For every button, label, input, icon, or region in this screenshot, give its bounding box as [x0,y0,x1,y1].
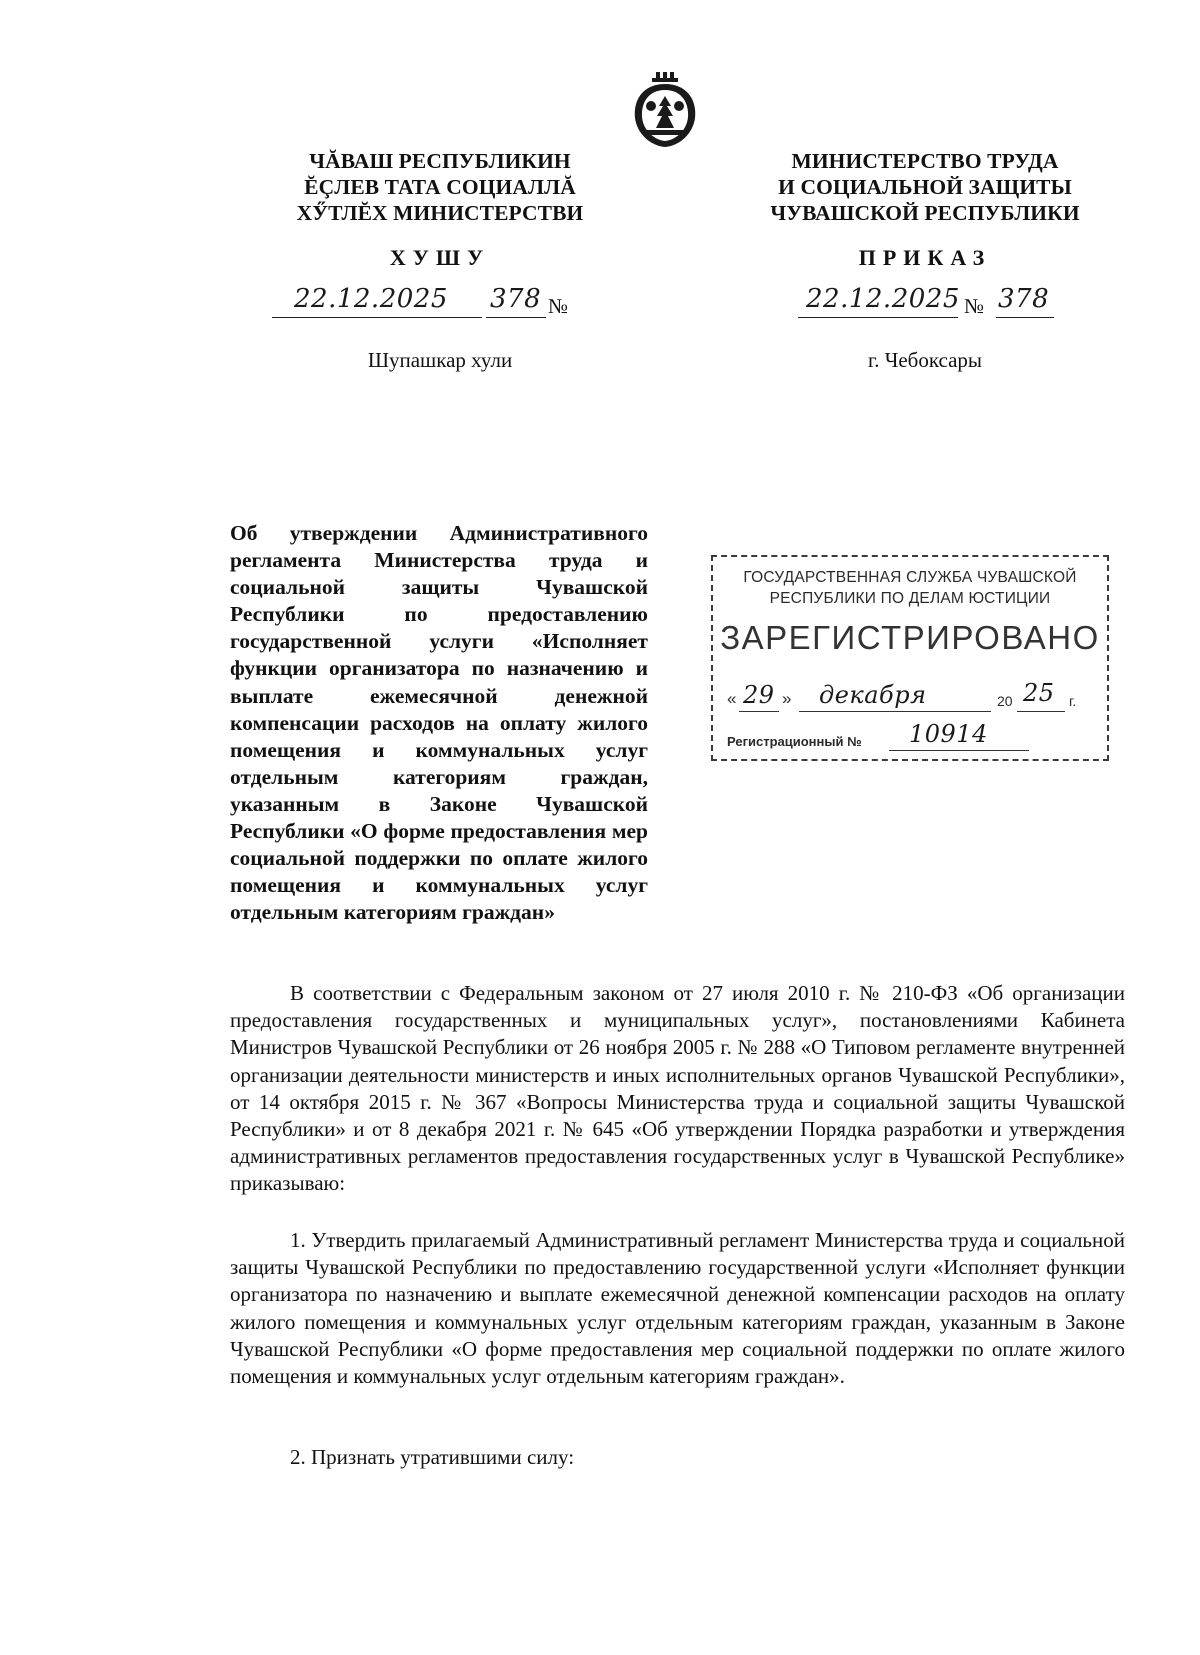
paragraph-text: 2. Признать утратившими силу: [290,1445,575,1469]
quote-close: » [782,689,792,708]
handwritten-date: 22.12.2025 [294,284,448,314]
stamp-agency-line-1: ГОСУДАРСТВЕННАЯ СЛУЖБА ЧУВАШСКОЙ [743,569,1077,586]
registration-stamp [711,555,1109,761]
date-number-left [272,284,592,324]
header-left-line: ХӲТЛĔХ МИНИСТЕРСТВИ [296,201,584,225]
number-underline [486,317,546,318]
doc-type-right: ПРИКАЗ [858,245,992,270]
month-underline [799,711,991,712]
header-left-line: ĔÇЛЕВ ТАТА СОЦИАЛЛĂ [304,175,576,199]
stamp-status: ЗАРЕГИСТРИРОВАНО [720,619,1100,656]
number-underline [996,317,1054,318]
handwritten-reg-number: 10914 [909,720,988,748]
stamp-date-row [727,679,1097,715]
year-letter: г. [1069,693,1077,709]
order-title: Об утверждении Административного регламента Министерства труда и социальной защиты Чувашской Республики по предоставлению государственной услуги «Исполняет функции организатора по назначению и выплате ежемесячной денежной компенсации расходов на оплату жилого помещения и коммунальных услуг отдельным категориям граждан, указанным в Законе Чувашской Республики «О форме предоставления мер социальной поддержки по оплате жилого помещения и коммунальных услуг отдельным категориям граждан» [230,521,648,925]
date-underline [798,317,958,318]
handwritten-number: 378 [490,284,542,314]
quote-open: « [727,689,737,708]
place-right: г. Чебоксары [867,348,983,372]
day-underline [739,711,779,712]
header-right-line: МИНИСТЕРСТВО ТРУДА [791,149,1059,173]
handwritten-month: декабря [819,681,927,709]
reg-underline [889,750,1029,751]
handwritten-day: 29 [743,681,775,709]
year-prefix: 20 [997,693,1013,709]
body-paragraph-2 [230,1227,1125,1390]
stamp-registration-row [727,720,1097,754]
stamp-agency-line-2: РЕСПУБЛИКИ ПО ДЕЛАМ ЮСТИЦИИ [769,590,1051,607]
header-right-line: И СОЦИАЛЬНОЙ ЗАЩИТЫ [778,175,1072,199]
handwritten-number: 378 [998,284,1050,314]
doc-type-left: ХУШУ [389,245,491,270]
number-sign: № [548,294,569,318]
year-underline [1017,711,1065,712]
header-left-line: ЧĂВАШ РЕСПУБЛИКИН [309,149,571,173]
body-paragraph-3 [230,1444,1125,1471]
place-left: Шупашкар хули [367,348,513,372]
header-left-ministry-name [230,148,650,226]
date-number-right [798,284,1098,324]
number-sign: № [964,294,985,318]
handwritten-date: 22.12.2025 [806,284,960,314]
body-paragraph-1 [230,980,1125,1198]
paragraph-text: 1. Утвердить прилагаемый Административный регламент Министерства труда и социальной защиты Чувашской Республики по предоставлению государственной услуги «Исполняет функции организатора по назначению и выплате ежемесячной денежной компенсации расходов на оплату жилого помещения и коммунальных услуг отдельным категориям граждан, указанным в Законе Чувашской Республики «О форме предоставления мер социальной поддержки по оплате жилого помещения и коммунальных услуг отдельным категориям граждан». [230,1228,1125,1389]
handwritten-year: 25 [1023,679,1055,707]
header-right-line: ЧУВАШСКОЙ РЕСПУБЛИКИ [770,201,1080,225]
date-underline [272,317,482,318]
reg-label: Регистрационный № [727,734,862,749]
header-right-ministry-name [715,148,1135,226]
paragraph-text: В соответствии с Федеральным законом от 27 июля 2010 г. № 210-ФЗ «Об организации предоставления государственных и муниципальных услуг», постановлениями Кабинета Министров Чувашской Республики от 26 ноября 2005 г. № 288 «О Типовом регламенте внутренней организации деятельности министерств и иных исполнительных органов Чувашской Республики», от 14 октября 2015 г. № 367 «Вопросы Министерства труда и социальной защиты Чувашской Республики» и от 8 декабря 2021 г. № 645 «Об утверждении Порядка разработки и утверждения административных регламентов предоставления государственных услуг в Чувашской Республике» приказываю: [230,981,1125,1196]
chuvash-coat-of-arms-icon [629,72,701,148]
